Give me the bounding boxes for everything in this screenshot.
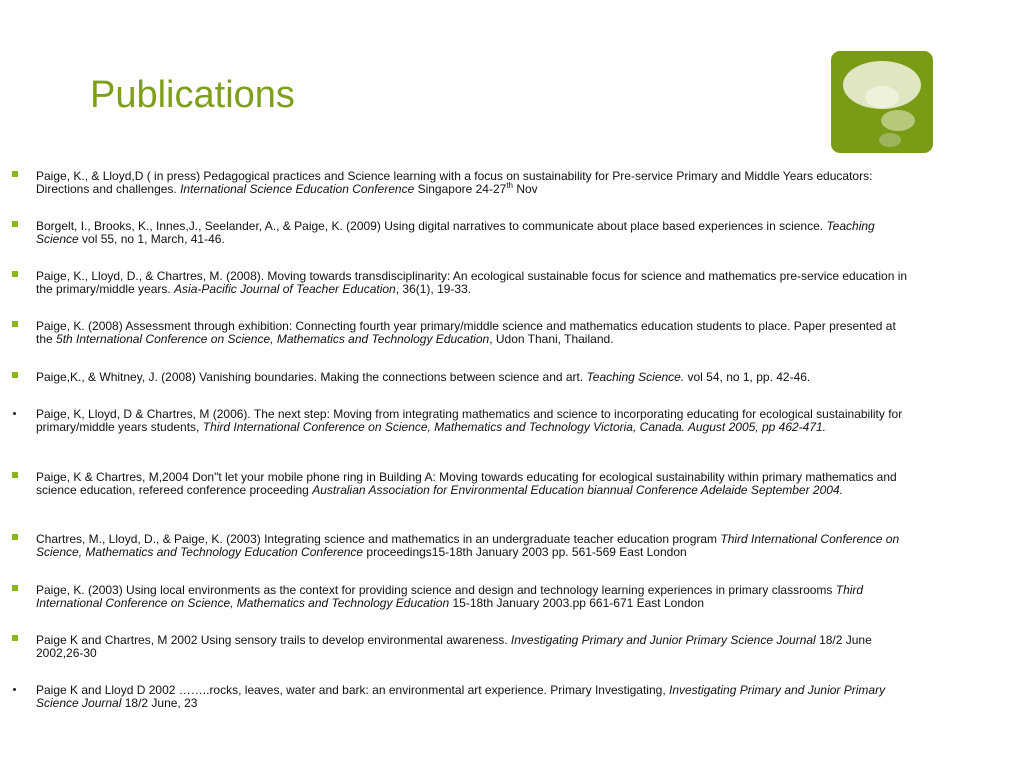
page-title: Publications [90,74,295,116]
bullet-square-icon [12,533,22,546]
publication-text: Paige, K., Lloyd, D., & Chartres, M. (2008). Moving towards transdisciplinarity: An ecological sustainable focus for science and mathematics pre-service education in the primary/middle years. [36,269,908,296]
publication-text: Paige,K., & Whitney, J. (2008) Vanishing boundaries. Making the connections between science and art. [36,370,587,384]
publication-details: Nov [513,182,538,196]
bullet-square-icon [12,270,22,283]
bullet-square-icon [12,371,22,384]
publication-item [36,471,910,497]
publication-venue: Third International Conference on Science, Mathematics and Technology Victoria, Canada. August 2005, pp 462-471. [202,420,827,434]
publication-details: vol 55, no 1, March, 41-46. [78,232,225,246]
publication-item [36,371,910,384]
bullet-square-icon [12,634,22,647]
bullet-dot-icon [12,684,22,697]
publication-details: proceedings15-18th January 2003 pp. 561-569 East London [363,545,687,559]
bullet-square-icon [12,220,22,233]
publication-text: Paige, K. (2003) Using local environments as the context for providing science and design and technology learning experiences in primary classrooms [36,583,836,597]
publication-venue: 5th International Conference on Science, Mathematics and Technology Education [56,332,490,346]
publication-text: Chartres, M., Lloyd, D., & Paige, K. (2003) Integrating science and mathematics in an undergraduate teacher education program [36,532,721,546]
publication-venue: Investigating Primary and Junior Primary Science Journal [510,633,816,647]
publication-text: Paige, K & Chartres, M,2004 Don"t let your mobile phone ring in Building A: Moving towards educating for ecological sustainability within primary mathematics and science education, refereed conference proceeding [36,470,897,497]
publication-text: Paige, K., & Lloyd,D ( in press) Pedagogical practices and Science learning with a focus on sustainability for Pre-service Primary and Middle Years educators: Directions and challenges. [36,169,873,196]
publication-text: Paige K and Lloyd D 2002 ……..rocks, leaves, water and bark: an environmental art experience. Primary Investigating, [36,683,669,697]
publication-item [36,408,910,434]
publication-item [36,270,910,296]
publication-item [36,320,910,346]
publication-item [36,220,910,246]
bullet-square-icon [12,170,22,183]
publication-details: , Udon Thani, Thailand. [489,332,614,346]
publication-item [36,170,910,196]
bullet-square-icon [12,584,22,597]
publication-venue: Investigating Primary and Junior Primary Science Journal [36,683,886,710]
publication-venue: Third International Conference on Science, Mathematics and Technology Education [36,583,864,610]
publication-text: Paige, K. (2008) Assessment through exhibition: Connecting fourth year primary/middle science and mathematics education students to place. Paper presented at the [36,319,896,346]
publication-details: 18/2 June 2002,26-30 [36,633,872,660]
publication-details: , 36(1), 19-33. [395,282,472,296]
bullet-square-icon [12,471,22,484]
publication-venue: Teaching Science. [586,370,685,384]
publication-text: Paige K and Chartres, M 2002 Using sensory trails to develop environmental awareness. [36,633,511,647]
publication-venue: Australian Association for Environmental Education biannual Conference Adelaide September 2004. [312,483,843,497]
publication-details: 18/2 June, 23 [121,696,198,710]
publication-item [36,684,910,710]
bullet-square-icon [12,320,22,333]
publication-text: Paige, K, Lloyd, D & Chartres, M (2006). The next step: Moving from integrating mathematics and science to incorporating educating for ecological sustainability for primary/middle years students, [36,407,903,434]
publication-details: 15-18th January 2003.pp 661-671 East London [449,596,705,610]
publication-item [36,533,910,559]
publication-item [36,584,910,610]
publication-item [36,634,910,660]
publication-venue: International Science Education Conference [180,182,415,196]
publication-details: vol 54, no 1, pp. 42-46. [684,370,811,384]
publication-text: Borgelt, I., Brooks, K., Innes,J., Seelander, A., & Paige, K. (2009) Using digital narratives to communicate about place based experiences in science. [36,219,827,233]
publication-venue: Teaching Science [36,219,875,246]
publication-venue: Third International Conference on Science, Mathematics and Technology Education Conference [36,532,900,559]
publication-venue: Asia-Pacific Journal of Teacher Education [174,282,396,296]
publication-details: Singapore 24-27 [414,182,507,196]
superscript: th [506,181,513,190]
bullet-dot-icon [12,408,22,421]
